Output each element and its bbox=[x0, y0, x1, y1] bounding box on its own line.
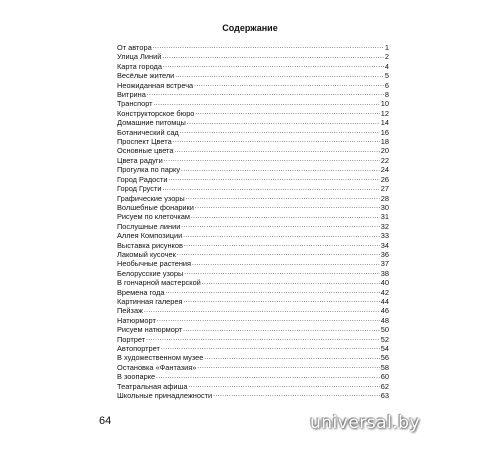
toc-leader-dots bbox=[197, 363, 379, 372]
toc-entry bbox=[117, 259, 389, 268]
toc-entry bbox=[117, 288, 389, 297]
toc-entry bbox=[117, 269, 389, 278]
toc-entry-page: 28 bbox=[380, 193, 389, 203]
toc-leader-dots bbox=[168, 175, 379, 184]
toc-leader-dots bbox=[187, 119, 380, 128]
toc-entry-page: 38 bbox=[380, 268, 389, 278]
toc-entry-title: Рисуем по клеточкам bbox=[117, 212, 190, 222]
toc-entry-page: 56 bbox=[380, 353, 389, 363]
toc-leader-dots bbox=[194, 81, 384, 90]
toc-leader-dots bbox=[144, 307, 380, 316]
toc-entry-title: Основные цвета bbox=[117, 146, 174, 156]
toc-entry bbox=[117, 325, 389, 334]
toc-leader-dots bbox=[157, 316, 380, 325]
toc-entry-page: 52 bbox=[380, 334, 389, 344]
toc-leader-dots bbox=[156, 373, 380, 382]
toc-entry-title: Послушные линии bbox=[117, 221, 181, 231]
toc-leader-dots bbox=[147, 90, 384, 99]
toc-entry bbox=[117, 71, 389, 80]
toc-leader-dots bbox=[183, 232, 380, 241]
toc-entry bbox=[117, 99, 389, 108]
toc-entry-title: Прогулка по парку bbox=[117, 165, 181, 175]
toc-entry-page: 54 bbox=[380, 344, 389, 353]
toc-entry-page: 36 bbox=[380, 249, 389, 259]
toc-entry-title: Рисуем натюрморт bbox=[117, 325, 183, 335]
toc-entry-page: 6 bbox=[384, 80, 389, 90]
toc-entry-title: От автора bbox=[117, 43, 152, 52]
toc-entry-title: Витрина bbox=[117, 90, 146, 100]
toc-entry-page: 4 bbox=[384, 61, 389, 71]
toc-entry-page: 62 bbox=[380, 381, 389, 391]
toc-entry-page: 42 bbox=[380, 287, 389, 297]
toc-entry-page: 50 bbox=[380, 325, 389, 335]
toc-entry-title: Город Радости bbox=[117, 174, 168, 184]
toc-entry bbox=[117, 222, 389, 231]
toc-entry-page: 24 bbox=[380, 165, 389, 175]
toc-entry bbox=[117, 363, 389, 372]
toc-leader-dots bbox=[195, 109, 379, 118]
toc-entry bbox=[117, 212, 389, 221]
toc-entry-page: 33 bbox=[380, 231, 389, 241]
toc-leader-dots bbox=[184, 241, 380, 250]
toc-leader-dots bbox=[166, 288, 380, 297]
toc-leader-dots bbox=[184, 269, 379, 278]
toc-entry bbox=[117, 184, 389, 193]
toc-entry-title: Натюрморт bbox=[117, 315, 156, 325]
toc-entry bbox=[117, 43, 389, 52]
toc-entry bbox=[117, 146, 389, 155]
toc-entry-title: Улица Линий bbox=[117, 52, 162, 62]
toc-entry-page: 37 bbox=[380, 259, 389, 269]
toc-entry-page: 26 bbox=[380, 174, 389, 184]
toc-leader-dots bbox=[204, 354, 379, 363]
toc-entry-page: 34 bbox=[380, 240, 389, 250]
toc-entry-title: Цвета радуги bbox=[117, 155, 163, 165]
toc-entry-page: 40 bbox=[380, 278, 389, 288]
toc-entry-title: Аллея Композиции bbox=[117, 231, 183, 241]
toc-entry-page: 63 bbox=[380, 391, 389, 401]
toc-entry bbox=[117, 278, 389, 287]
toc-entry-title: Карта города bbox=[117, 61, 162, 71]
toc-entry bbox=[117, 156, 389, 165]
toc-entry-page: 2 bbox=[384, 52, 389, 62]
toc-entry-title: Автопортрет bbox=[117, 344, 160, 353]
toc-entry-title: Необычные растения bbox=[117, 259, 192, 269]
toc-entry-page: 58 bbox=[380, 362, 389, 372]
toc-entry-page: 16 bbox=[380, 127, 389, 137]
toc-leader-dots bbox=[173, 137, 380, 146]
toc-entry bbox=[117, 231, 389, 240]
toc-leader-dots bbox=[213, 391, 380, 400]
toc-leader-dots bbox=[153, 43, 384, 52]
toc-leader-dots bbox=[161, 344, 380, 353]
toc-entry-page: 10 bbox=[380, 99, 389, 109]
toc-leader-dots bbox=[164, 156, 380, 165]
toc-leader-dots bbox=[177, 250, 380, 259]
toc-leader-dots bbox=[162, 185, 379, 194]
toc-leader-dots bbox=[192, 260, 380, 269]
toc-leader-dots bbox=[162, 53, 384, 62]
toc-entry bbox=[117, 175, 389, 184]
page-number: 64 bbox=[99, 415, 112, 427]
toc-entry bbox=[117, 241, 389, 250]
toc-entry-title: Выставка рисунков bbox=[117, 240, 183, 250]
toc-entry-title: Лакомый кусочек bbox=[117, 249, 176, 259]
toc-leader-dots bbox=[202, 279, 380, 288]
table-of-contents bbox=[117, 43, 389, 400]
toc-entry-page: 12 bbox=[380, 108, 389, 118]
toc-entry-title: Весёлые жители bbox=[117, 71, 175, 81]
page-title: Содержание bbox=[222, 23, 278, 33]
toc-entry bbox=[117, 203, 389, 212]
toc-entry bbox=[117, 128, 389, 137]
toc-entry-page: 60 bbox=[380, 372, 389, 382]
toc-entry-page: 22 bbox=[380, 155, 389, 165]
toc-entry-title: Домашние питомцы bbox=[117, 118, 186, 128]
toc-leader-dots bbox=[180, 128, 380, 137]
toc-leader-dots bbox=[186, 194, 380, 203]
toc-entry-page: 20 bbox=[380, 146, 389, 156]
toc-entry-title: Остановка «Фантазия» bbox=[117, 362, 197, 372]
toc-entry bbox=[117, 297, 389, 306]
toc-entry-title: Белорусские узоры bbox=[117, 268, 184, 278]
toc-entry-title: Картинная галерея bbox=[117, 296, 183, 306]
toc-entry bbox=[117, 118, 389, 127]
toc-entry bbox=[117, 52, 389, 61]
toc-entry-page: 44 bbox=[380, 296, 389, 306]
toc-entry bbox=[117, 165, 389, 174]
toc-entry-page: 31 bbox=[380, 212, 389, 222]
toc-leader-dots bbox=[191, 213, 380, 222]
toc-entry-title: В зоопарке bbox=[117, 372, 156, 382]
toc-entry-title: Город Грусти bbox=[117, 184, 162, 194]
toc-leader-dots bbox=[154, 100, 380, 109]
toc-entry-title: Ботанический сад bbox=[117, 127, 179, 137]
toc-entry bbox=[117, 335, 389, 344]
toc-entry bbox=[117, 391, 389, 400]
toc-entry-page: 8 bbox=[384, 90, 389, 100]
toc-leader-dots bbox=[181, 222, 379, 231]
toc-entry-title: Транспорт bbox=[117, 99, 153, 109]
toc-entry-title: Театральная афиша bbox=[117, 381, 188, 391]
toc-entry-title: Проспект Цвета bbox=[117, 137, 172, 147]
toc-entry-title: Времена года bbox=[117, 287, 165, 297]
toc-entry bbox=[117, 90, 389, 99]
toc-entry bbox=[117, 137, 389, 146]
toc-leader-dots bbox=[181, 166, 380, 175]
toc-entry bbox=[117, 372, 389, 381]
toc-entry bbox=[117, 109, 389, 118]
toc-leader-dots bbox=[189, 382, 380, 391]
toc-entry-title: В художественном музее bbox=[117, 353, 204, 363]
toc-entry bbox=[117, 250, 389, 259]
toc-leader-dots bbox=[175, 72, 384, 81]
toc-entry bbox=[117, 344, 389, 353]
toc-entry-page: 14 bbox=[380, 118, 389, 128]
toc-leader-dots bbox=[184, 297, 380, 306]
toc-entry bbox=[117, 81, 389, 90]
toc-entry bbox=[117, 316, 389, 325]
toc-leader-dots bbox=[146, 335, 380, 344]
toc-entry bbox=[117, 306, 389, 315]
toc-entry-page: 27 bbox=[380, 184, 389, 194]
toc-leader-dots bbox=[163, 62, 384, 71]
toc-entry-page: 46 bbox=[380, 306, 389, 316]
toc-entry-title: Пейзаж bbox=[117, 306, 143, 316]
toc-entry-page: 5 bbox=[384, 71, 389, 81]
toc-entry-title: Графические узоры bbox=[117, 193, 185, 203]
toc-leader-dots bbox=[195, 203, 380, 212]
toc-entry-title: Конструкторское бюро bbox=[117, 108, 195, 118]
toc-entry-title: В гончарной мастерской bbox=[117, 278, 201, 288]
toc-entry-title: Школьные принадлежности bbox=[117, 391, 213, 401]
toc-entry-title: Волшебные фонарики bbox=[117, 202, 194, 212]
toc-entry-page: 30 bbox=[380, 202, 389, 212]
toc-entry-page: 1 bbox=[384, 43, 389, 52]
toc-entry-page: 48 bbox=[380, 315, 389, 325]
toc-entry-title: Неожиданная встреча bbox=[117, 80, 194, 90]
watermark: universal.by bbox=[310, 413, 421, 433]
toc-entry-title: Портрет bbox=[117, 334, 146, 344]
toc-entry bbox=[117, 353, 389, 362]
toc-entry bbox=[117, 382, 389, 391]
toc-entry-page: 32 bbox=[380, 221, 389, 231]
toc-leader-dots bbox=[183, 326, 380, 335]
toc-leader-dots bbox=[174, 147, 379, 156]
toc-entry bbox=[117, 62, 389, 71]
toc-entry bbox=[117, 194, 389, 203]
toc-entry-page: 18 bbox=[380, 137, 389, 147]
